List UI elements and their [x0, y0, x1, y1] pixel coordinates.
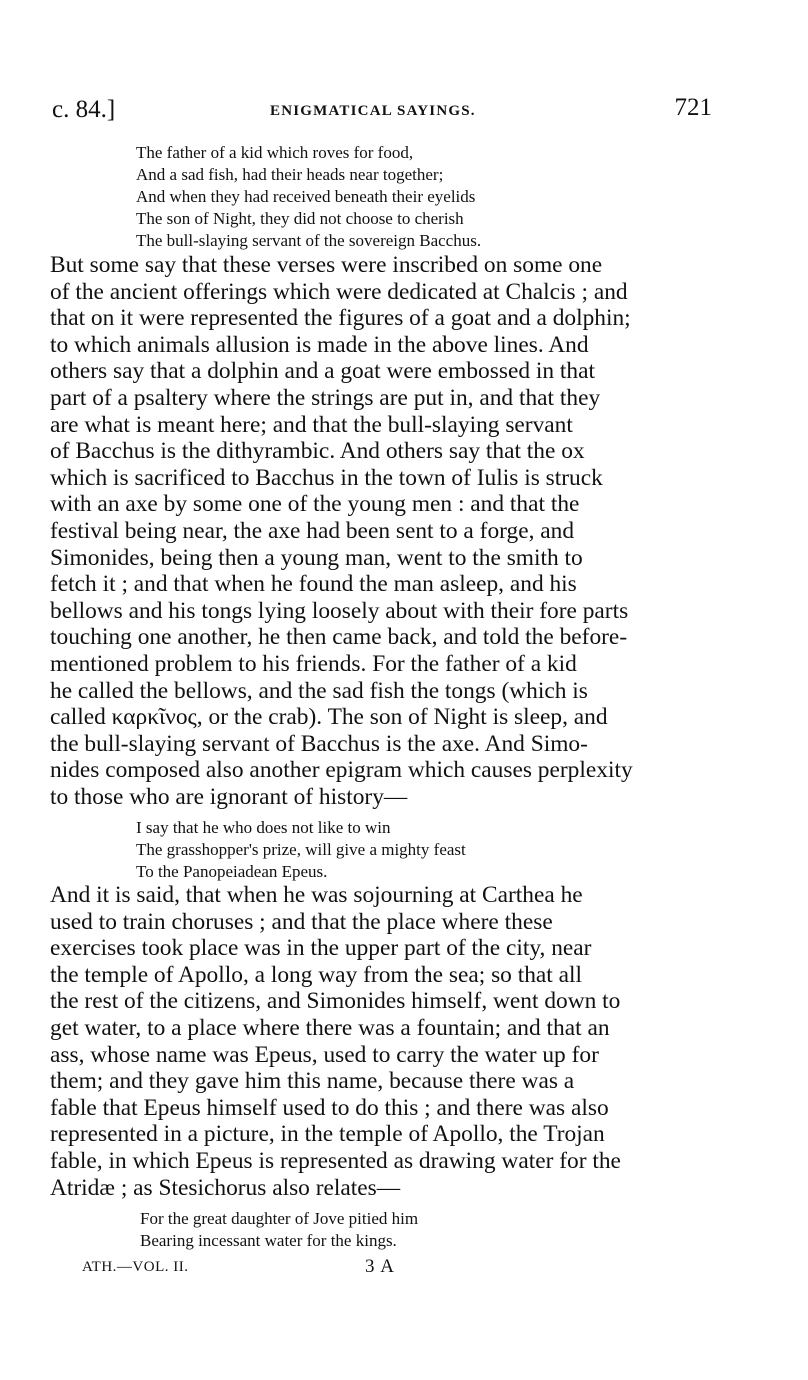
page-number: 721 [674, 94, 712, 121]
verse-line: And when they had received beneath their eyelids [136, 187, 476, 206]
verse-line: Bearing incessant water for the kings. [140, 1231, 397, 1250]
prose-line: nides composed also another epigram which causes perplexity [50, 757, 633, 784]
prose-line: the rest of the citizens, and Simonides himself, went down to [50, 988, 621, 1015]
prose-line: of Bacchus is the dithyrambic. And others say that the ox [50, 438, 585, 465]
verse-line: The father of a kid which roves for food, [136, 143, 414, 162]
verse-block-stesichorus [140, 1208, 418, 1252]
prose-line: used to train choruses ; and that the place where these [50, 908, 553, 935]
prose-line: others say that a dolphin and a goat were embossed in that [50, 358, 595, 385]
verse-line: The grasshopper's prize, will give a mighty feast [136, 840, 466, 859]
running-head [52, 96, 712, 128]
page-title: ENIGMATICAL SAYINGS. [270, 103, 476, 119]
sheet-mark: 3 A [365, 1256, 395, 1277]
prose-line: Atridæ ; as Stesichorus also relates— [50, 1174, 401, 1201]
prose-line: the bull-slaying servant of Bacchus is the axe. And Simo- [50, 730, 588, 757]
prose-paragraph-explanation [50, 252, 633, 810]
prose-line: mentioned problem to his friends. For the father of a kid [50, 650, 577, 677]
prose-line: that on it were represented the figures of a goat and a dolphin; [50, 305, 631, 332]
signature-mark: ATH.—VOL. II. [82, 1259, 189, 1275]
chapter-reference: c. 84.] [52, 96, 116, 123]
prose-line: of the ancient offerings which were dedicated at Chalcis ; and [50, 278, 628, 305]
prose-line: fable that Epeus himself used to do this ; and there was also [50, 1094, 609, 1121]
prose-line: to those who are ignorant of history— [50, 783, 408, 810]
prose-line: touching one another, he then came back, and told the before- [50, 624, 628, 651]
prose-line: to which animals allusion is made in the above lines. And [50, 331, 589, 358]
verse-line: And a sad fish, had their heads near together; [136, 165, 444, 184]
prose-line: he called the bellows, and the sad fish the tongs (which is [50, 677, 588, 704]
prose-line: And it is said, that when he was sojourning at Carthea he [50, 882, 583, 908]
prose-line: festival being near, the axe had been sent to a forge, and [50, 517, 575, 544]
prose-line: called καρκῖνος, or the crab). The son of Night is sleep, and [50, 704, 608, 731]
prose-line: exercises took place was in the upper part of the city, near [50, 935, 592, 962]
prose-line: fable, in which Epeus is represented as drawing water for the [50, 1147, 621, 1174]
prose-line: get water, to a place where there was a fountain; and that an [50, 1014, 610, 1041]
prose-line: bellows and his tongs lying loosely about with their fore parts [50, 597, 629, 624]
prose-line: But some say that these verses were inscribed on some one [50, 252, 603, 278]
prose-line: are what is meant here; and that the bull-slaying servant [50, 411, 573, 438]
prose-line: part of a psaltery where the strings are put in, and that they [50, 384, 601, 411]
verse-line: To the Panopeiadean Epeus. [136, 862, 328, 881]
prose-line: fetch it ; and that when he found the man asleep, and his [50, 571, 577, 598]
verse-line: For the great daughter of Jove pitied him [140, 1209, 419, 1228]
verse-block-epigram [136, 817, 466, 883]
prose-line: Simonides, being then a young man, went to the smith to [50, 544, 583, 571]
prose-line: them; and they gave him this name, because there was a [50, 1068, 575, 1095]
page-footer [82, 1256, 482, 1282]
prose-line: the temple of Apollo, a long way from the sea; so that all [50, 961, 583, 988]
verse-block-riddle [136, 142, 481, 252]
verse-line: The bull-slaying servant of the sovereign Bacchus. [136, 231, 482, 250]
prose-line: with an axe by some one of the young men : and that the [50, 491, 580, 518]
verse-line: I say that he who does not like to win [136, 818, 391, 837]
prose-line: ass, whose name was Epeus, used to carry the water up for [50, 1041, 599, 1068]
prose-line: which is sacrificed to Bacchus in the town of Iulis is struck [50, 464, 603, 491]
verse-line: The son of Night, they did not choose to cherish [136, 209, 464, 228]
prose-paragraph-carthea [50, 882, 621, 1201]
prose-line: represented in a picture, in the temple of Apollo, the Trojan [50, 1121, 605, 1148]
